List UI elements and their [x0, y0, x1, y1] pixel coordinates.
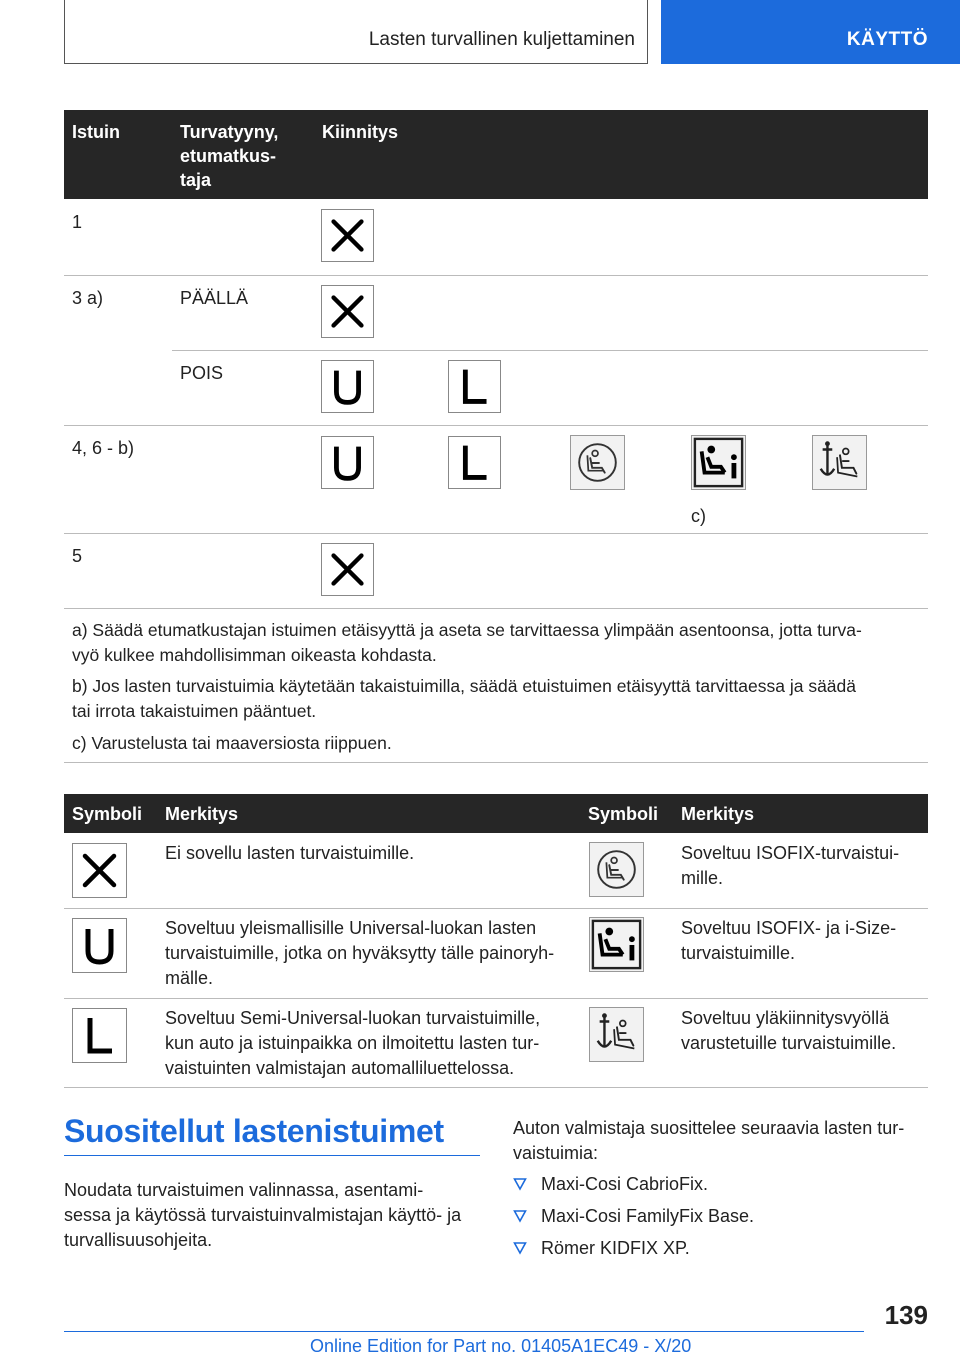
- table1-header-airbag: Turvatyyny, etumatkus- taja: [180, 122, 279, 190]
- table2-bottom-border: [64, 1087, 928, 1088]
- section-heading-rule: [64, 1155, 480, 1156]
- table1-divider: [64, 275, 928, 276]
- list-item-text: Maxi-Cosi CabrioFix.: [541, 1174, 709, 1194]
- table1-row-seat: 5: [72, 546, 83, 566]
- table2-meaning: Soveltuu ISOFIX-turvaistui-: [681, 843, 900, 863]
- table1-note: c) Varustelusta tai maaversiosta riippuen.: [72, 733, 392, 753]
- header-section-tab: [661, 0, 960, 64]
- cross-icon: [321, 285, 374, 338]
- table1-row-seat: 3 a): [72, 288, 104, 308]
- l-icon: [448, 360, 501, 413]
- table1-note: vyö kulkee mahdollisimman oikeasta kohdasta.: [72, 645, 437, 665]
- table2-meaning: vaistuinten valmistajan automalliluettelossa.: [165, 1058, 515, 1078]
- table1-row-airbag: POIS: [180, 363, 224, 383]
- footer-rule: [64, 1331, 864, 1332]
- isofix-isize-icon: [691, 435, 746, 490]
- table1-bottom-border: [64, 762, 928, 763]
- u-icon: [72, 918, 127, 973]
- recommendation-intro: vaistuimia:: [513, 1143, 599, 1163]
- page-number: 139: [884, 1300, 928, 1330]
- section-intro: sessa ja käytössä turvaistuinvalmistajan käyttö- ja: [64, 1205, 462, 1225]
- triangle-bullet-icon: [513, 1209, 527, 1223]
- section-intro: turvallisuusohjeita.: [64, 1230, 213, 1250]
- table1-divider: [64, 608, 928, 609]
- triangle-bullet-icon: [513, 1177, 527, 1191]
- isofix-icon: [589, 842, 644, 897]
- chapter-title: Lasten turvallinen kuljettaminen: [368, 29, 635, 50]
- isofix-icon: [570, 435, 625, 490]
- triangle-bullet-icon: [513, 1241, 527, 1255]
- table2-meaning: mälle.: [165, 968, 214, 988]
- l-icon: [448, 436, 501, 489]
- table1-row-seat: 1: [72, 212, 83, 232]
- table1-footnote-marker: c): [691, 506, 706, 526]
- list-item-text: Maxi-Cosi FamilyFix Base.: [541, 1206, 755, 1226]
- table2-meaning: kun auto ja istuinpaikka on ilmoitettu lasten tur-: [165, 1033, 540, 1053]
- table1-header: [64, 110, 928, 199]
- table1-header-seat: Istuin: [72, 122, 120, 142]
- table2-meaning: Soveltuu ISOFIX- ja i-Size-: [681, 918, 897, 938]
- table2-meaning: mille.: [681, 868, 724, 888]
- table1-divider: [64, 533, 928, 534]
- top-tether-icon: [812, 435, 867, 490]
- cross-icon: [321, 209, 374, 262]
- u-icon: [321, 436, 374, 489]
- table2-meaning: Soveltuu yläkiinnitysvyöllä: [681, 1008, 890, 1028]
- isofix-isize-icon: [589, 917, 644, 972]
- table2-meaning: turvaistuimille.: [681, 943, 796, 963]
- table2-meaning: Ei sovellu lasten turvaistuimille.: [165, 843, 415, 863]
- cross-icon: [72, 843, 127, 898]
- table1-divider: [64, 425, 928, 426]
- l-icon: [72, 1008, 127, 1063]
- section-label: KÄYTTÖ: [846, 29, 928, 50]
- table2-header-symbol: Symboli: [588, 804, 659, 824]
- footer-edition-link[interactable]: Online Edition for Part no. 01405A1EC49 - X/20: [310, 1336, 692, 1356]
- header-chapter-box: [64, 0, 648, 64]
- section-intro: Noudata turvaistuimen valinnassa, asentami-: [64, 1180, 424, 1200]
- u-icon: [321, 360, 374, 413]
- table1-row-airbag: PÄÄLLÄ: [180, 288, 249, 308]
- table1-note: tai irrota takaistuimen pääntuet.: [72, 701, 317, 721]
- table2-meaning: varustetuille turvaistuimille.: [681, 1033, 897, 1053]
- table1-header-mount: Kiinnitys: [322, 122, 399, 142]
- recommendation-intro: Auton valmistaja suosittelee seuraavia lasten tur-: [513, 1118, 905, 1138]
- table2-header-meaning: Merkitys: [681, 804, 755, 824]
- cross-icon: [321, 543, 374, 596]
- table2-meaning: Soveltuu Semi-Universal-luokan turvaistuimille,: [165, 1008, 541, 1028]
- table2-header-symbol: Symboli: [72, 804, 143, 824]
- table1-note: a) Säädä etumatkustajan istuimen etäisyyttä ja aseta se tarvittaessa ylimpään asentoonsa, jotta turva-: [72, 620, 862, 640]
- table1-row-seat: 4, 6 - b): [72, 438, 135, 458]
- table2-meaning: turvaistuimille, jotka on hyväksytty tälle painoryh-: [165, 943, 555, 963]
- table2-divider: [64, 998, 928, 999]
- table2-header-meaning: Merkitys: [165, 804, 239, 824]
- table2-divider: [64, 908, 928, 909]
- section-heading: Suositellut lastenistuimet: [64, 1113, 444, 1149]
- top-tether-icon: [589, 1007, 644, 1062]
- table1-note: b) Jos lasten turvaistuimia käytetään takaistuimilla, säädä etuistuimen etäisyyttä tarvittaessa ja säädä: [72, 676, 856, 696]
- table2-header: [64, 794, 928, 833]
- table1-divider: [172, 350, 928, 351]
- table2-meaning: Soveltuu yleismallisille Universal-luokan lasten: [165, 918, 537, 938]
- list-item-text: Römer KIDFIX XP.: [541, 1238, 690, 1258]
